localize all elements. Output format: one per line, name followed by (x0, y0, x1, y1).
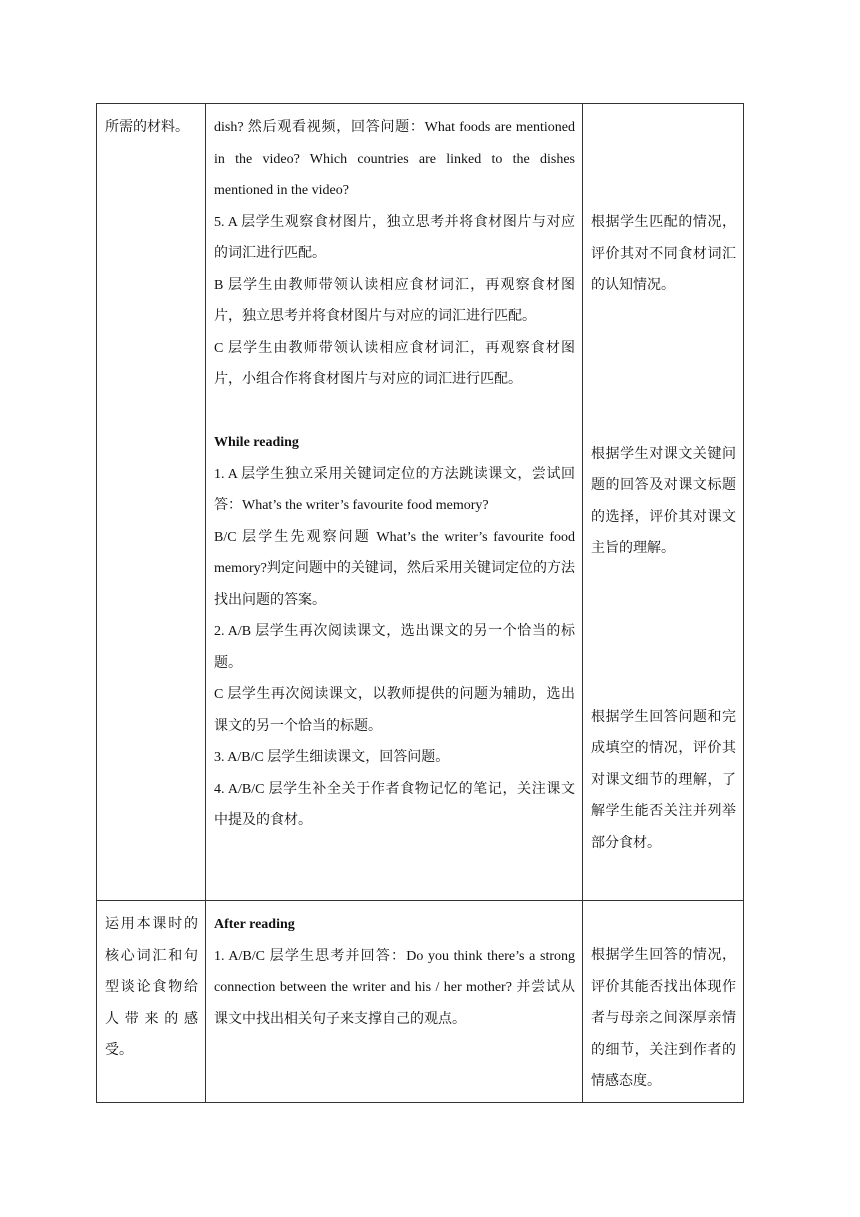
table-row (97, 104, 744, 901)
activity-cell (206, 901, 583, 1103)
assessment-text: 根据学生回答的情况，评价其能否找出体现作者与母亲之间深厚亲情的细节，关注到作者的情感态度。 (591, 948, 736, 1089)
objective-text: 所需的材料。 (105, 120, 189, 135)
assessment-text: 根据学生匹配的情况，评价其对不同食材词汇的认知情况。 (591, 215, 736, 293)
activity-paragraph: 2. A/B 层学生再次阅读课文，选出课文的另一个恰当的标题。 (214, 624, 575, 671)
activity-paragraph: 1. A 层学生独立采用关键词定位的方法跳读课文，尝试回答：What’s the writer’s favourite food memory? (214, 466, 575, 513)
activity-cell (206, 104, 583, 901)
assessment-cell (583, 901, 744, 1103)
blank-line (214, 396, 575, 428)
lesson-plan-table (96, 103, 744, 1103)
objective-cell (97, 901, 206, 1103)
activity-paragraph: C 层学生由教师带领认读相应食材词汇，再观察食材图片，小组合作将食材图片与对应的词汇进行匹配。 (214, 340, 575, 387)
table-row (97, 901, 744, 1103)
activity-paragraph: C 层学生再次阅读课文，以教师提供的问题为辅助，选出课文的另一个恰当的标题。 (214, 687, 575, 734)
objective-cell (97, 104, 206, 901)
activity-paragraph: 3. A/B/C 层学生细读课文，回答问题。 (214, 750, 450, 765)
objective-text: 运用本课时的核心词汇和句型谈论食物给人带来的感受。 (105, 917, 198, 1058)
section-heading-while-reading: While reading (214, 435, 299, 450)
activity-paragraph: dish? 然后观看视频，回答问题：What foods are mentioned in the video? Which countries are linked to the dishes mentioned in the video? (214, 120, 575, 198)
activity-paragraph: B 层学生由教师带领认读相应食材词汇，再观察食材图片，独立思考并将食材图片与对应的词汇进行匹配。 (214, 277, 575, 324)
assessment-cell (583, 104, 744, 901)
assessment-text: 根据学生回答问题和完成填空的情况，评价其对课文细节的理解，了解学生能否关注并列举部分食材。 (591, 709, 736, 851)
activity-paragraph: B/C 层学生先观察问题 What’s the writer’s favourite food memory?判定问题中的关键词，然后采用关键词定位的方法找出问题的答案。 (214, 529, 575, 608)
activity-paragraph: 1. A/B/C 层学生思考并回答：Do you think there’s a strong connection between the writer and his / her mother? 并尝试从课文中找出相关句子来支撑自己的观点。 (214, 948, 575, 1027)
activity-paragraph: 5. A 层学生观察食材图片，独立思考并将食材图片与对应的词汇进行匹配。 (214, 214, 575, 261)
activity-paragraph: 4. A/B/C 层学生补全关于作者食物记忆的笔记，关注课文中提及的食材。 (214, 781, 575, 828)
assessment-text: 根据学生对课文关键问题的回答及对课文标题的选择，评价其对课文主旨的理解。 (591, 446, 736, 556)
section-heading-after-reading: After reading (214, 917, 295, 932)
